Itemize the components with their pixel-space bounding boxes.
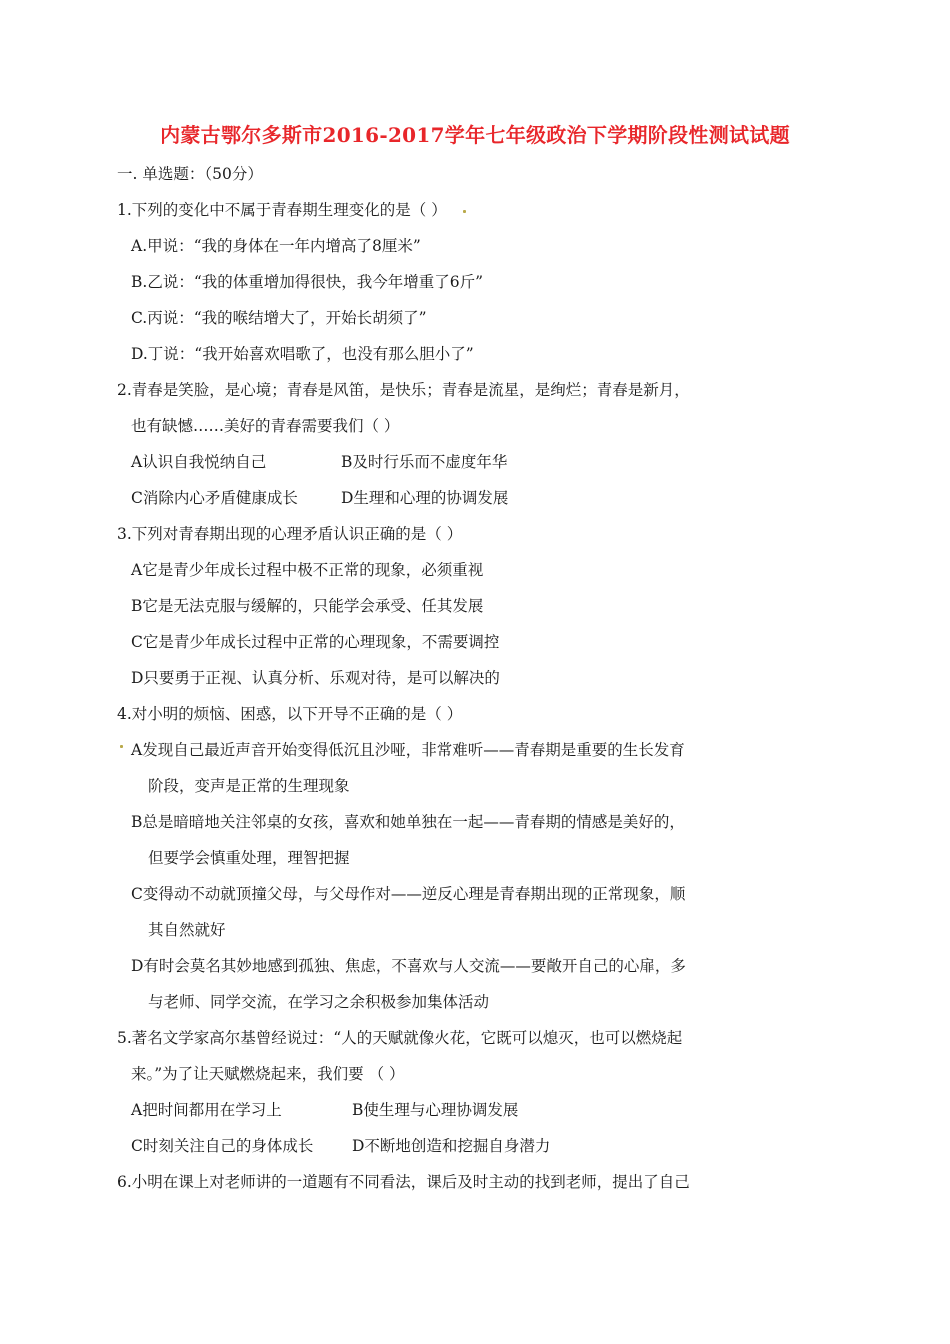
- question-2-stem-line-1: 2.青春是笑脸，是心境；青春是风笛，是快乐；青春是流星，是绚烂；青春是新月，: [117, 381, 690, 399]
- question-2-option-c: C消除内心矛盾健康成长: [131, 489, 298, 507]
- question-4-option-d-line-1: D有时会莫名其妙地感到孤独、焦虑，不喜欢与人交流——要敞开自己的心扉，多: [131, 957, 686, 975]
- question-2-option-a: A认识自我悦纳自己: [131, 453, 267, 471]
- question-4-option-c-line-2: 其自然就好: [148, 921, 226, 939]
- question-3-option-c: C它是青少年成长过程中正常的心理现象，不需要调控: [131, 633, 500, 651]
- question-1-option-a: A.甲说：“我的身体在一年内增高了8厘米”: [131, 237, 421, 255]
- scan-speck: [463, 210, 466, 213]
- question-5-option-c: C时刻关注自己的身体成长: [131, 1137, 314, 1155]
- question-5-option-b: B使生理与心理协调发展: [352, 1101, 519, 1119]
- question-4-option-d-line-2: 与老师、同学交流，在学习之余积极参加集体活动: [148, 993, 490, 1011]
- question-4-option-b-line-2: 但要学会慎重处理，理智把握: [148, 849, 350, 867]
- question-4-option-c-line-1: C变得动不动就顶撞父母，与父母作对——逆反心理是青春期出现的正常现象，顺: [131, 885, 686, 903]
- question-4-option-a-line-2: 阶段，变声是正常的生理现象: [148, 777, 350, 795]
- question-5-option-d: D不断地创造和挖掘自身潜力: [352, 1137, 551, 1155]
- question-1-option-d: D.丁说：“我开始喜欢唱歌了，也没有那么胆小了”: [131, 345, 474, 363]
- question-4-option-b-line-1: B总是暗暗地关注邻桌的女孩，喜欢和她单独在一起——青春期的情感是美好的，: [131, 813, 685, 831]
- document-title: 内蒙古鄂尔多斯市2016-2017学年七年级政治下学期阶段性测试试题: [160, 123, 790, 147]
- question-3-option-a: A它是青少年成长过程中极不正常的现象，必须重视: [131, 561, 484, 579]
- question-5-stem-line-2: 来。”为了让天赋燃烧起来，我们要 （ ）: [131, 1065, 405, 1083]
- question-2-stem-line-2: 也有缺憾……美好的青春需要我们（ ）: [131, 417, 400, 435]
- question-5-option-a: A把时间都用在学习上: [131, 1101, 282, 1119]
- question-2-option-b: B及时行乐而不虚度年华: [341, 453, 508, 471]
- question-3-stem: 3.下列对青春期出现的心理矛盾认识正确的是（ ）: [117, 525, 463, 543]
- question-5-stem-line-1: 5.著名文学家高尔基曾经说过：“人的天赋就像火花，它既可以熄灭，也可以燃烧起: [117, 1029, 683, 1047]
- question-4-option-a-line-1: A发现自己最近声音开始变得低沉且沙哑，非常难听——青春期是重要的生长发育: [131, 741, 685, 759]
- question-1-option-c: C.丙说：“我的喉结增大了，开始长胡须了”: [131, 309, 427, 327]
- question-2-option-d: D生理和心理的协调发展: [341, 489, 509, 507]
- section-heading: 一. 单选题：（50分）: [117, 165, 263, 183]
- question-6-stem: 6.小明在课上对老师讲的一道题有不同看法，课后及时主动的找到老师，提出了自己: [117, 1173, 690, 1191]
- question-4-stem: 4.对小明的烦恼、困惑，以下开导不正确的是（ ）: [117, 705, 463, 723]
- question-3-option-d: D只要勇于正视、认真分析、乐观对待，是可以解决的: [131, 669, 500, 687]
- question-1-stem: 1.下列的变化中不属于青春期生理变化的是（ ）: [117, 201, 447, 219]
- question-1-option-b: B.乙说：“我的体重增加得很快，我今年增重了6斤”: [131, 273, 484, 291]
- scan-speck: [120, 745, 123, 748]
- question-3-option-b: B它是无法克服与缓解的，只能学会承受、任其发展: [131, 597, 484, 615]
